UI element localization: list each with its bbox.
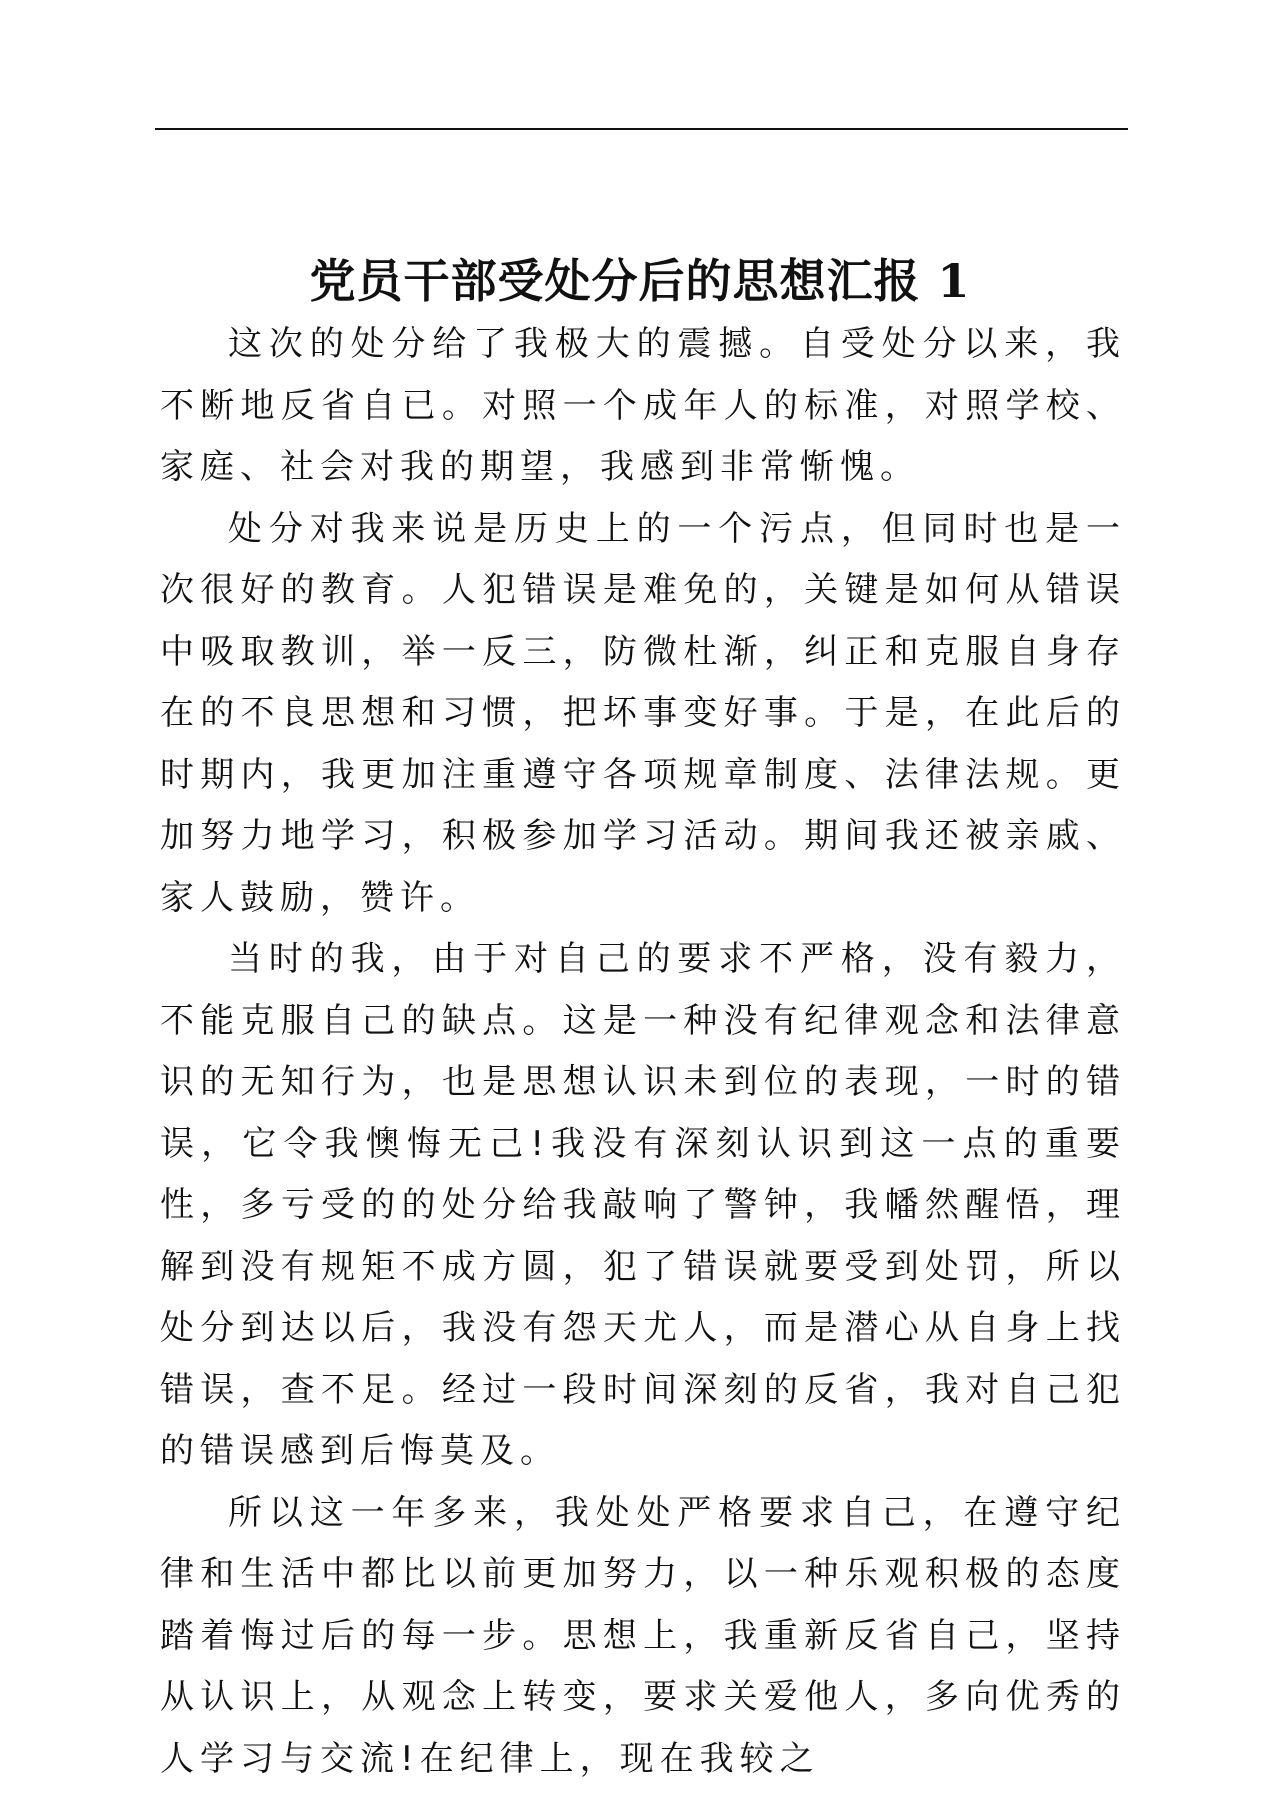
paragraph: 当时的我，由于对自己的要求不严格，没有毅力，不能克服自己的缺点。这是一种没有纪律观念和法律意识的无知行为，也是思想认识未到位的表现，一时的错误，它令我懊悔无己!我没有深刻认识到这一点的重要性，多亏受的的处分给我敲响了警钟，我幡然醒悟，理解到没有规矩不成方圆，犯了错误就要受到处罚，所以处分到达以后，我没有怨天尤人，而是潜心从自身上找错误，查不足。经过一段时间深刻的反省，我对自己犯的错误感到后悔莫及。 [160,939,1126,1471]
paragraph: 这次的处分给了我极大的震撼。自受处分以来，我不断地反省自已。对照一个成年人的标准，对照学校、家庭、社会对我的期望，我感到非常惭愧。 [160,324,1126,487]
header-rule [155,128,1128,130]
paragraph: 所以这一年多来，我处处严格要求自己，在遵守纪律和生活中都比以前更加努力，以一种乐观积极的态度踏着悔过后的每一步。思想上，我重新反省自己，坚持从认识上，从观念上转变，要求关爱他人，多向优秀的人学习与交流!在纪律上，现在我较之 [160,1492,1126,1779]
document-body [160,314,1126,1790]
document-title: 党员干部受处分后的思想汇报 1 [309,253,971,308]
paragraph: 处分对我来说是历史上的一个污点，但同时也是一次很好的教育。人犯错误是难免的，关键是如何从错误中吸取教训，举一反三，防微杜渐，纠正和克服自身存在的不良思想和习惯，把坏事变好事。于是，在此后的时期内，我更加注重遵守各项规章制度、法律法规。更加努力地学习，积极参加学习活动。期间我还被亲戚、家人鼓励，赞许。 [160,508,1126,918]
